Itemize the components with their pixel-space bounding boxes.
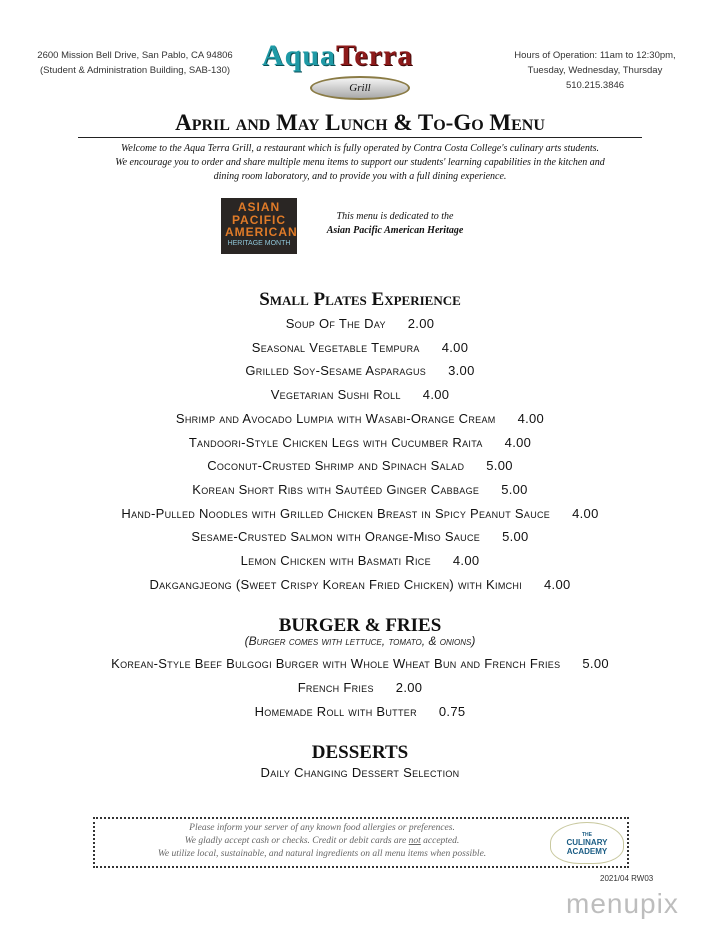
hours-line: Hours of Operation: 11am to 12:30pm,	[514, 50, 676, 61]
menu-item	[0, 411, 720, 427]
document-code: 2021/04 RW03	[600, 874, 654, 883]
item-name: Korean-Style Beef Bulgogi Burger with Whole Wheat Bun and French Fries	[111, 656, 561, 671]
heritage-logo-line: AMERICAN	[225, 225, 298, 239]
item-name: French Fries	[297, 680, 374, 695]
note-text: We gladly accept cash or checks. Credit or debit cards are	[184, 836, 409, 846]
aqua-terra-logo	[262, 40, 462, 102]
logo-wordmark	[262, 40, 413, 72]
academy-logo-line: ACADEMY	[566, 847, 608, 856]
item-price: 5.00	[502, 529, 529, 545]
section-title-small-plates: Small Plates Experience	[259, 289, 461, 310]
section-title-desserts: DESSERTS	[311, 742, 409, 763]
logo-aqua: Aqua	[262, 39, 337, 72]
address	[20, 48, 250, 78]
item-name: Vegetarian Sushi Roll	[270, 387, 401, 403]
menu-item	[0, 316, 720, 332]
menu-item	[0, 482, 720, 498]
item-name: Grilled Soy-Sesame Asparagus	[245, 363, 427, 379]
address-line: (Student & Administration Building, SAB-130)	[39, 65, 231, 76]
dedication	[300, 210, 490, 238]
welcome-line: We encourage you to order and share multiple menu items to support our students' learning capabilities in the kitchen and	[115, 157, 605, 168]
heritage-logo-line: PACIFIC	[231, 212, 287, 227]
item-price: 4.00	[544, 576, 571, 592]
item-name: Dakgangjeong (Sweet Crispy Korean Fried Chicken) with Kimchi	[149, 576, 523, 592]
welcome-line: Welcome to the Aqua Terra Grill, a restaurant which is fully operated by Contra Costa College's culinary arts students.	[120, 143, 600, 154]
item-price: 5.00	[486, 458, 513, 474]
dessert-item: Daily Changing Dessert Selection	[260, 765, 460, 780]
hours-line: Tuesday, Wednesday, Thursday	[527, 65, 663, 76]
menu-item	[0, 458, 720, 474]
heritage-logo-sub: HERITAGE MONTH	[227, 239, 291, 247]
section-title-burger: BURGER & FRIES	[278, 615, 442, 636]
burger-subtitle: (Burger comes with lettuce, tomato, & onions)	[244, 634, 476, 648]
culinary-academy-logo	[550, 822, 624, 864]
page-title: April and May Lunch & To-Go Menu	[175, 110, 545, 135]
welcome-line: dining room laboratory, and to provide you with a full dining experience.	[213, 171, 507, 182]
item-price: 4.00	[422, 387, 450, 403]
note-line: Please inform your server of any known food allergies or preferences.	[189, 823, 455, 833]
item-name: Homemade Roll with Butter	[254, 704, 417, 719]
item-price: 0.75	[438, 704, 466, 719]
item-price: 4.00	[452, 553, 480, 568]
heritage-month-logo	[221, 198, 297, 254]
item-name: Shrimp and Avocado Lumpia with Wasabi-Orange Cream	[175, 410, 496, 426]
phone-number: 510.215.3846	[565, 80, 625, 91]
menu-item	[0, 704, 720, 720]
item-name: Tandoori-Style Chicken Legs with Cucumber Raita	[188, 434, 483, 450]
item-name: Sesame-Crusted Salmon with Orange-Miso Sauce	[191, 529, 481, 545]
hours-of-operation	[490, 48, 700, 93]
note-text: accepted.	[420, 836, 460, 846]
menu-item	[0, 387, 720, 403]
item-price: 4.00	[517, 410, 545, 426]
address-line: 2600 Mission Bell Drive, San Pablo, CA 94806	[37, 50, 233, 61]
menu-item	[0, 680, 720, 696]
welcome-text	[40, 142, 680, 184]
menu-item	[0, 363, 720, 379]
item-price: 5.00	[582, 656, 609, 671]
item-name: Lemon Chicken with Basmati Rice	[240, 553, 431, 568]
item-price: 2.00	[395, 680, 423, 695]
item-name: Hand-Pulled Noodles with Grilled Chicken Breast in Spicy Peanut Sauce	[121, 505, 551, 521]
menu-item	[0, 529, 720, 545]
dedication-line2: Asian Pacific American Heritage	[326, 225, 464, 236]
menu-item	[0, 435, 720, 451]
academy-logo-line: CULINARY	[566, 838, 608, 847]
item-price: 4.00	[504, 434, 532, 450]
note-line	[100, 835, 544, 848]
item-name: Korean Short Ribs with Sautéed Ginger Cabbage	[192, 481, 480, 497]
item-price: 3.00	[448, 363, 475, 379]
item-price: 4.00	[572, 505, 599, 521]
menu-item	[0, 340, 720, 356]
academy-logo-line: THE	[582, 832, 592, 838]
menu-item	[0, 656, 720, 672]
note-emphasis: not	[408, 836, 421, 846]
divider	[78, 137, 642, 138]
logo-terra: Terra	[336, 39, 414, 72]
notes	[100, 822, 544, 861]
item-price: 2.00	[407, 316, 435, 331]
menu-item	[0, 506, 720, 522]
watermark: menupix	[566, 888, 679, 919]
logo-grill: Grill	[310, 76, 410, 100]
item-name: Soup Of The Day	[285, 316, 386, 331]
menu-item	[0, 577, 720, 593]
item-name: Coconut-Crusted Shrimp and Spinach Salad	[207, 458, 465, 474]
item-name: Seasonal Vegetable Tempura	[251, 339, 420, 355]
heritage-logo-line: ASIAN	[237, 200, 281, 214]
note-line: We utilize local, sustainable, and natural ingredients on all menu items when possible.	[157, 849, 487, 859]
item-price: 5.00	[501, 481, 528, 497]
item-price: 4.00	[441, 339, 469, 355]
dedication-line1: This menu is dedicated to the	[336, 211, 454, 222]
menu-item	[0, 553, 720, 569]
